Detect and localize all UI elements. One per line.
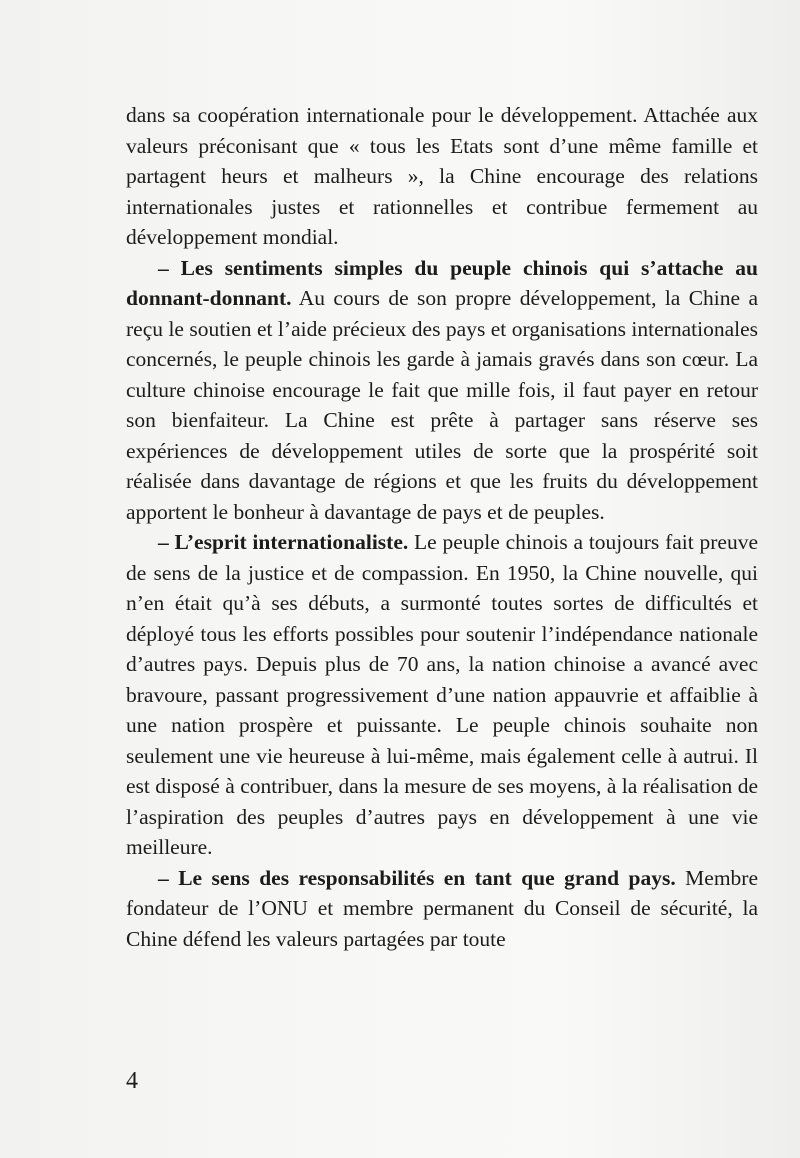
paragraph-donnant-donnant (126, 253, 758, 528)
paragraph-text: dans sa coopération internationale pour le développement. Attachée aux valeurs préconisant que « tous les Etats sont d’une même famille et partagent heurs et malheurs », la Chine encourage des relations internationales justes et rationnelles et contribue fermement au développement mondial. (126, 103, 758, 249)
paragraph-text: Au cours de son propre développement, la Chine a reçu le soutien et l’aide précieux des pays et organisations internationales concernés, le peuple chinois les garde à jamais gravés dans son cœur. La culture chinoise encourage le fait que mille fois, il faut payer en retour son bienfaiteur. La Chine est prête à partager sans réserve ses expériences de développement utiles de sorte que la prospérité soit réalisée dans davantage de régions et que les fruits du développement apportent le bonheur à davantage de pays et de peuples. (126, 286, 758, 524)
page-body (126, 100, 758, 954)
paragraph-text: Membre fondateur de l’ONU et membre permanent du Conseil de sécurité, la Chine défend les valeurs partagées par toute (126, 865, 758, 951)
paragraph-text: Le peuple chinois a toujours fait preuve de sens de la justice et de compassion. En 1950, la Chine nouvelle, qui n’en était qu’à ses débuts, a surmonté toutes sortes de difficultés et déployé tous les efforts possibles pour soutenir l’indépendance nationale d’autres pays. Depuis plus de 70 ans, la nation chinoise a avancé avec bravoure, passant progressivement d’une nation appauvrie et affaiblie à une nation prospère et puissante. Le peuple chinois souhaite non seulement une vie heureuse à lui-même, mais également celle à autrui. Il est disposé à contribuer, dans la mesure de ses moyens, à la réalisation de l’aspiration des peuples d’autres pays en développement à une vie meilleure. (126, 530, 758, 859)
paragraph-internationaliste (126, 527, 758, 863)
paragraph-heading: – Le sens des responsabilités en tant que grand pays. (158, 865, 676, 890)
paragraph-heading: – L’esprit internationaliste. (158, 530, 409, 554)
paragraph-responsabilites (126, 863, 758, 955)
paragraph-continuation (126, 100, 758, 253)
paragraph-heading: – Les sentiments simples du peuple chinois qui s’attache au donnant-donnant. (126, 255, 758, 310)
page-number: 4 (126, 1068, 138, 1094)
